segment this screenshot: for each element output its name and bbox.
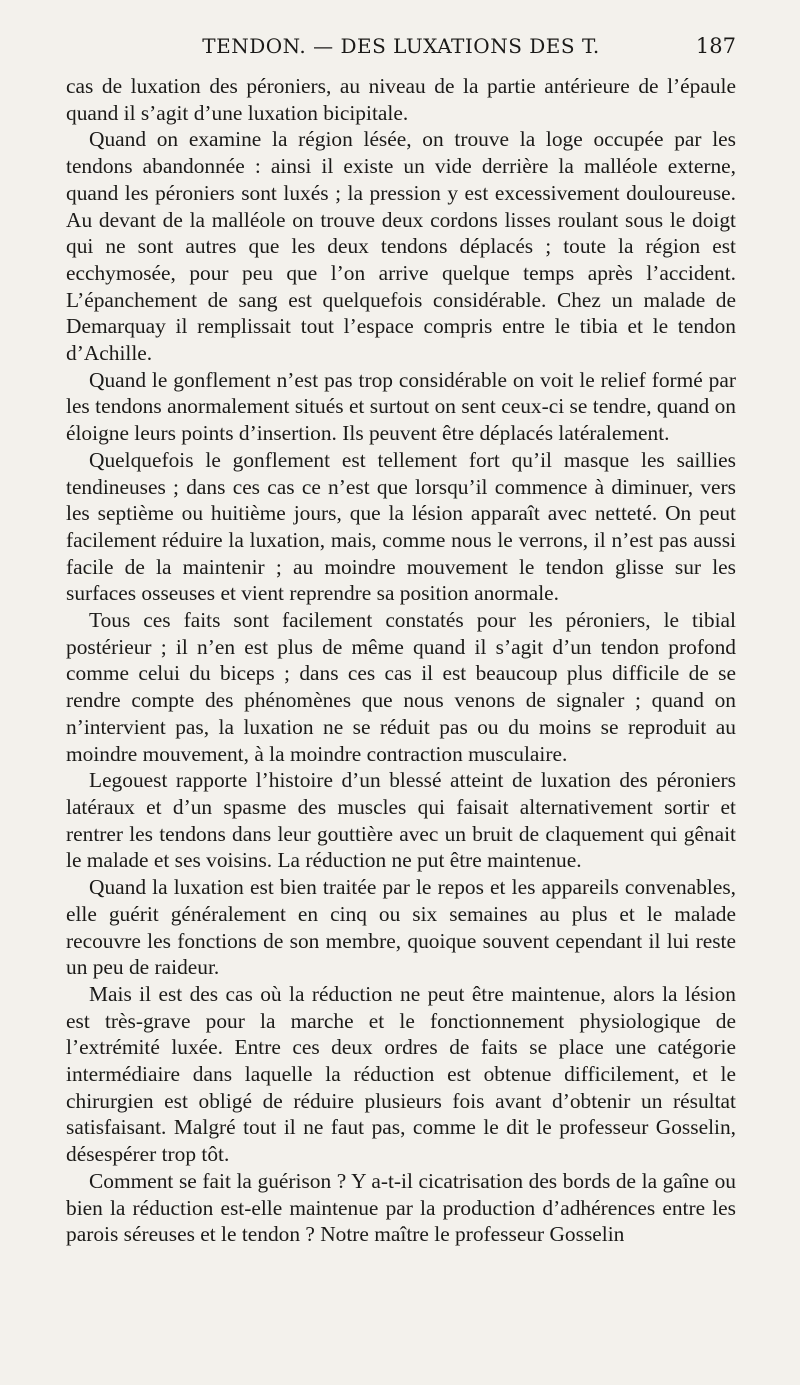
paragraph: Quand on examine la région lésée, on trouve la loge occupée par les tendons abandonnée : ainsi il existe un vide derrière la malléole externe, quand les péroniers sont luxés ; la pression y est excessivement douloureuse. Au devant de la malléole on trouve deux cordons lisses roulant sous le doigt qui ne sont autres que les deux tendons déplacés ; toute la région est ecchymosée, pour peu que l’on arrive quelque temps après l’accident. L’épanchement de sang est quelquefois considérable. Chez un malade de Demarquay il remplissait tout l’espace compris entre le tibia et le tendon d’Achille. [66, 127, 736, 366]
running-title: TENDON. — DES LUXATIONS DES T. [202, 34, 600, 58]
page-header [66, 34, 736, 68]
paragraph: Quand la luxation est bien traitée par le repos et les appareils convenables, elle guérit généralement en cinq ou six semaines au plus et le malade recouvre les fonctions de son membre, quoique souvent cependant il lui reste un peu de raideur. [66, 875, 736, 980]
paragraph: Comment se fait la guérison ? Y a-t-il cicatrisation des bords de la gaîne ou bien la réduction est-elle maintenue par la production d’adhérences entre les parois séreuses et le tendon ? Notre maître le professeur Gosselin [66, 1168, 736, 1247]
paragraph: Mais il est des cas où la réduction ne peut être maintenue, alors la lésion est très-grave pour la marche et le fonctionnement physiologique de l’extrémité luxée. Entre ces deux ordres de faits se place une catégorie intermédiaire dans laquelle la réduction est obtenue difficilement, et le chirurgien est obligé de réduire plusieurs fois avant d’obtenir un résultat satisfaisant. Malgré tout il ne faut pas, comme le dit le professeur Gosselin, désespérer trop tôt. [66, 981, 736, 1167]
paragraph: Legouest rapporte l’histoire d’un blessé atteint de luxation des péroniers latéraux et d’un spasme des muscles qui faisait alternativement sortir et rentrer les tendons dans leur gouttière avec un bruit de claquement qui gênait le malade et ses voisins. La réduction ne put être maintenue. [66, 768, 736, 873]
body-text [66, 73, 736, 1248]
paragraph: cas de luxation des péroniers, au niveau de la partie antérieure de l’épaule quand il s’agit d’une luxation bicipitale. [66, 74, 736, 125]
paragraph: Quand le gonflement n’est pas trop considérable on voit le relief formé par les tendons anormalement situés et surtout on sent ceux-ci se tendre, quand on éloigne leurs points d’insertion. Ils peuvent être déplacés latéralement. [66, 367, 736, 446]
page-number: 187 [695, 34, 736, 58]
paragraph: Tous ces faits sont facilement constatés pour les péroniers, le tibial postérieur ; il n’en est plus de même quand il s’agit d’un tendon profond comme celui du biceps ; dans ces cas il est beaucoup plus difficile de se rendre compte des phénomènes que nous venons de signaler ; quand on n’intervient pas, la luxation ne se réduit pas ou du moins se reproduit au moindre mouvement, à la moindre contraction musculaire. [66, 608, 736, 766]
paragraph: Quelquefois le gonflement est tellement fort qu’il masque les saillies tendineuses ; dans ces cas ce n’est que lorsqu’il commence à diminuer, vers les septième ou huitième jours, que la lésion apparaît avec netteté. On peut facilement réduire la luxation, mais, comme nous le verrons, il n’est pas aussi facile de la maintenir ; au moindre mouvement le tendon glisse sur les surfaces osseuses et vient reprendre sa position anormale. [66, 447, 736, 606]
